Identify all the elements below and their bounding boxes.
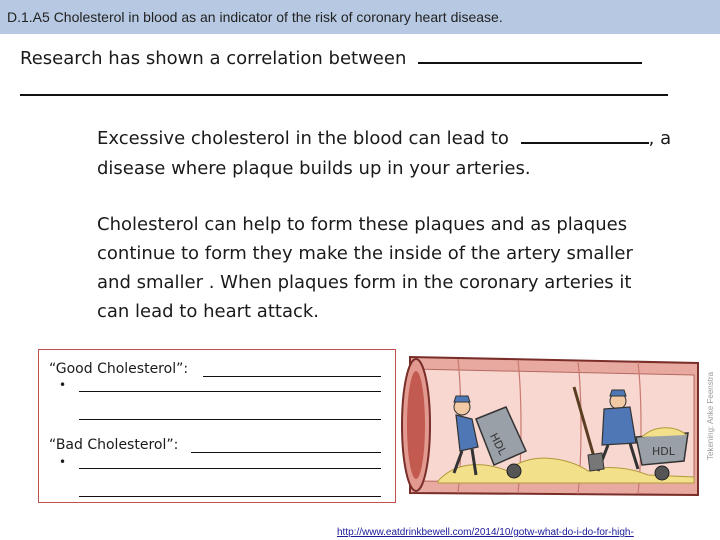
source-link[interactable]: http://www.eatdrinkbewell.com/2014/10/gotw-what-do-i-do-for-high- xyxy=(337,527,634,538)
research-blank-2 xyxy=(20,94,668,96)
research-text: Research has shown a correlation between xyxy=(20,48,407,69)
title-bar xyxy=(0,0,720,34)
good-cholesterol-blank xyxy=(203,376,381,377)
disease-line-1 xyxy=(97,124,671,154)
artery-cartoon xyxy=(398,347,704,499)
cholesterol-worksheet-box xyxy=(38,349,396,503)
hdl-label-left: HDL xyxy=(487,430,510,458)
illustration-credit: Tekening: Anke Feenstra xyxy=(706,371,715,460)
disease-line-2: disease where plaque builds up in your arteries. xyxy=(97,158,531,179)
plaque-line-4: can lead to heart attack. xyxy=(97,301,320,322)
slide-title: D.1.A5 Cholesterol in blood as an indicator of the risk of coronary heart disease. xyxy=(7,9,503,25)
research-line xyxy=(20,44,642,74)
plaque-line-2: continue to form they make the inside of the artery smaller xyxy=(97,243,633,264)
disease-text-post: , a xyxy=(648,128,672,149)
disease-blank xyxy=(521,141,649,144)
research-blank-1 xyxy=(418,61,642,64)
bad-answer-line-2 xyxy=(79,496,381,497)
disease-text-pre: Excessive cholesterol in the blood can lead to xyxy=(97,128,509,149)
good-answer-line-2 xyxy=(79,419,381,420)
hdl-label-right: HDL xyxy=(652,445,675,458)
good-cholesterol-label: “Good Cholesterol”: xyxy=(49,361,189,377)
bad-answer-line-1 xyxy=(79,468,381,469)
plaque-line-1: Cholesterol can help to form these plaques and as plaques xyxy=(97,214,628,235)
plaque-line-3: and smaller . When plaques form in the coronary arteries it xyxy=(97,272,632,293)
good-answer-line-1 xyxy=(79,391,381,392)
bad-cholesterol-blank xyxy=(191,452,381,453)
good-bullet: • xyxy=(59,378,67,392)
bad-cholesterol-label: “Bad Cholesterol”: xyxy=(49,437,179,453)
bad-bullet: • xyxy=(59,455,67,469)
